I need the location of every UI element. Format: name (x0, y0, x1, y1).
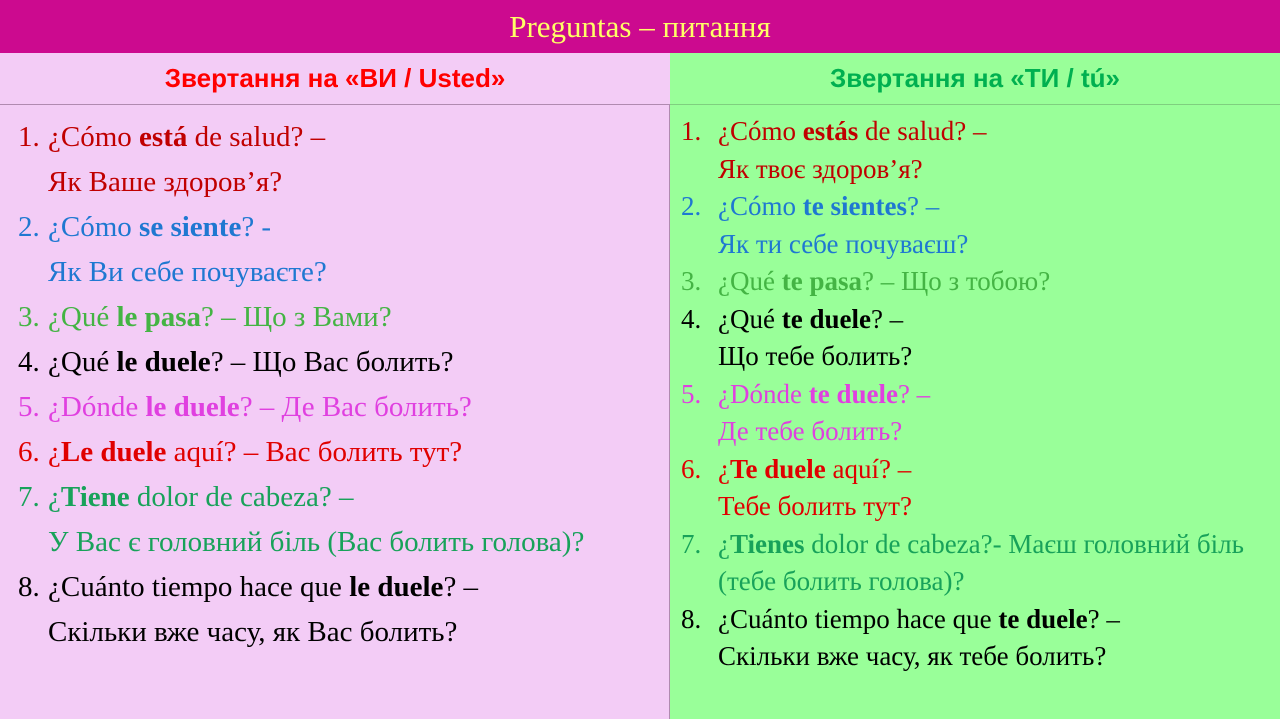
question-text: dolor de cabeza?- Маєш головний біль (тебе болить голова)? (718, 528, 1244, 596)
question-text: ? – Де Вас болить? (239, 391, 472, 423)
tu-question-list (670, 105, 1280, 676)
item-number: 5. (18, 391, 40, 423)
list-item (18, 295, 669, 340)
question-text: ¿Dónde (48, 391, 146, 423)
item-number: 4. (681, 303, 702, 334)
right-column-header: Звертання на «ТИ / tú» (670, 53, 1280, 104)
translation: Скільки вже часу, як тебе болить? (718, 641, 1107, 671)
question-keyword: Te duele (729, 453, 826, 484)
question-keyword: le duele (349, 571, 444, 603)
question-keyword: se siente (139, 211, 242, 243)
list-item (18, 430, 669, 475)
question-text: ¿Cuánto tiempo hace que (718, 603, 999, 634)
list-item (18, 115, 669, 205)
question-keyword: le duele (145, 391, 240, 423)
question-text: ¿Cómo (718, 191, 803, 221)
translation: У Вас є головний біль (Вас болить голова)? (48, 526, 585, 558)
question-keyword: te duele (998, 603, 1088, 634)
question-text: ¿Cómo (48, 121, 140, 153)
list-item (18, 475, 669, 565)
question-keyword: está (139, 121, 188, 153)
question-text: ¿Qué (48, 301, 117, 333)
translation: Як ти себе почуваєш? (718, 228, 969, 259)
question-text: ¿Cómo (718, 116, 803, 146)
list-item (681, 113, 1280, 188)
translation: Де тебе болить? (718, 416, 903, 446)
item-number: 7. (18, 481, 40, 513)
question-text: ¿ (718, 528, 730, 559)
question-text: ? - (241, 211, 272, 243)
list-item (681, 451, 1280, 526)
item-number: 4. (18, 346, 40, 378)
translation: Скільки вже часу, як Вас болить? (48, 616, 458, 648)
question-text: ? – Що з тобою? (861, 266, 1051, 296)
item-number: 2. (18, 211, 40, 243)
list-item (18, 385, 669, 430)
question-keyword: Le duele (60, 436, 167, 468)
question-text: ¿ (718, 453, 730, 484)
list-item (681, 188, 1280, 263)
list-item (18, 565, 669, 655)
usted-panel (0, 104, 670, 719)
question-keyword: Tiene (60, 481, 130, 513)
question-text: dolor de cabeza? – (129, 481, 354, 513)
item-number: 6. (681, 453, 702, 484)
page-title: Preguntas – питання (0, 0, 1280, 53)
question-text: ? – (443, 571, 479, 603)
item-number: 2. (681, 191, 702, 221)
question-text: ¿Qué (48, 346, 117, 378)
question-text: ¿Dónde (718, 378, 809, 409)
list-item (18, 340, 669, 385)
item-number: 3. (681, 266, 702, 296)
translation: Як Ваше здоров’я? (48, 166, 283, 198)
list-item (681, 301, 1280, 376)
tu-panel (670, 104, 1280, 719)
item-number: 5. (681, 378, 702, 409)
item-number: 6. (18, 436, 40, 468)
question-keyword: le duele (116, 346, 211, 378)
left-column-header: Звертання на «ВИ / Usted» (0, 53, 670, 104)
translation: Як Ви себе почуваєте? (48, 256, 327, 288)
list-item (681, 526, 1280, 601)
question-text: ? – Що Вас болить? (210, 346, 454, 378)
item-number: 8. (18, 571, 40, 603)
question-text: aquí? – Вас болить тут? (166, 436, 463, 468)
question-text: ? – (870, 303, 904, 334)
item-number: 3. (18, 301, 40, 333)
question-text: ¿Qué (718, 303, 782, 334)
list-item (681, 263, 1280, 301)
item-number: 1. (681, 116, 702, 146)
list-item (681, 601, 1280, 676)
list-item (681, 376, 1280, 451)
question-text: ¿ (48, 481, 61, 513)
translation: Як твоє здоров’я? (718, 153, 923, 184)
question-text: ? – (1087, 603, 1120, 634)
question-text: ¿ (48, 436, 61, 468)
question-text: ¿Cómo (48, 211, 140, 243)
question-keyword: te pasa (781, 266, 862, 296)
question-keyword: Tienes (729, 528, 805, 559)
item-number: 8. (681, 603, 702, 634)
item-number: 7. (681, 528, 702, 559)
list-item (18, 205, 669, 295)
question-text: ? – (897, 378, 931, 409)
question-keyword: te sientes (802, 191, 907, 221)
usted-question-list (0, 105, 669, 655)
question-text: de salud? – (858, 116, 987, 146)
question-text: ¿Cuánto tiempo hace que (48, 571, 350, 603)
translation: Тебе болить тут? (718, 491, 912, 521)
question-text: ? – Що з Вами? (201, 301, 392, 333)
question-text: de salud? – (187, 121, 326, 153)
item-number: 1. (18, 121, 40, 153)
question-text: ¿Qué (718, 266, 782, 296)
question-keyword: le pasa (116, 301, 202, 333)
translation: Що тебе болить? (718, 341, 913, 371)
question-text: aquí? – (825, 453, 912, 484)
question-keyword: estás (802, 116, 859, 146)
question-keyword: te duele (781, 303, 871, 334)
question-keyword: te duele (808, 378, 898, 409)
question-text: ? – (906, 191, 940, 221)
